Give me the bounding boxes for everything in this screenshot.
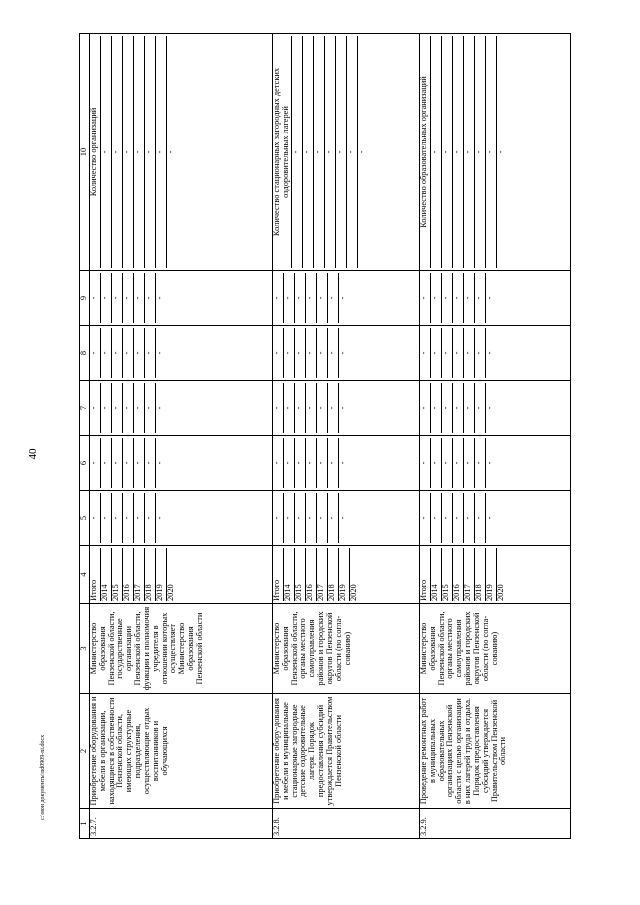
year-cell: 2015 xyxy=(294,548,305,601)
year-cell: 2018 xyxy=(327,548,338,601)
header-row xyxy=(80,34,90,839)
value-cell: - xyxy=(452,493,463,543)
value-cell: - xyxy=(474,328,485,378)
value-cell: - xyxy=(474,438,485,488)
row-number: 3.2.7. xyxy=(90,809,273,839)
value-cell: - xyxy=(474,493,485,543)
value-cell: - xyxy=(144,273,155,323)
value-cell: - xyxy=(452,36,463,268)
year-cell: Итого xyxy=(419,579,428,601)
year-cell: 2020 xyxy=(166,548,177,601)
value-cell: - xyxy=(283,273,294,323)
rotated-table-sheet xyxy=(79,34,631,839)
header-cell: 5 xyxy=(80,491,90,546)
value-cell: - xyxy=(324,36,335,268)
row-measure-name: Приобретение оборудования и мебели в организации, находящиеся в собственности Пензенской области, имеющих структурные подразделения, осуществляющие отдых воспитанников и обучающихся xyxy=(90,694,273,809)
value-cell: - xyxy=(316,438,327,488)
value-cell: - xyxy=(122,493,133,543)
value-cell: - xyxy=(485,438,496,488)
value-cell: - xyxy=(291,36,302,268)
value-cell: - xyxy=(335,36,346,268)
value-cell: - xyxy=(133,493,144,543)
value-cell: - xyxy=(122,273,133,323)
year-cell: 2016 xyxy=(122,548,133,601)
value-column-c9 xyxy=(90,271,273,326)
value-cell: - xyxy=(327,438,338,488)
value-cell: - xyxy=(327,328,338,378)
value-cell: - xyxy=(441,273,452,323)
year-cell: 2019 xyxy=(155,548,166,601)
year-cell: Итого xyxy=(89,579,98,601)
row-number: 3.2.9. xyxy=(420,809,571,839)
value-cell: - xyxy=(155,438,166,488)
value-cell: - xyxy=(144,328,155,378)
value-column-c9 xyxy=(420,271,571,326)
value-cell: - xyxy=(419,516,428,520)
row-measure-name: Приобретение обору-дования и мебели в муниципальные стационарные загородные детские оздоровительные лагеря. Порядок предоставления субсидий утверждается Правительством Пензенской области xyxy=(273,694,420,809)
value-cell: - xyxy=(305,383,316,433)
header-cell: 4 xyxy=(80,546,90,604)
page-number: 40 xyxy=(27,448,39,460)
header-cell: 3 xyxy=(80,604,90,694)
value-cell: - xyxy=(111,36,122,268)
row-years xyxy=(90,546,273,604)
value-cell: - xyxy=(338,438,349,488)
value-cell: - xyxy=(419,351,428,355)
value-cell: - xyxy=(430,383,441,433)
value-cell: - xyxy=(144,383,155,433)
value-cell: - xyxy=(294,493,305,543)
row-indicator xyxy=(420,34,571,271)
indicator-title: Количество образовательных организаций xyxy=(419,76,428,228)
value-cell: - xyxy=(133,273,144,323)
indicator-title: Количество стационарных загородных детских оздоровительных лагерей xyxy=(272,67,290,237)
value-cell: - xyxy=(155,273,166,323)
header-cell: 1 xyxy=(80,809,90,839)
value-column-c9 xyxy=(273,271,420,326)
value-cell: - xyxy=(485,328,496,378)
value-column-c6 xyxy=(273,436,420,491)
value-cell: - xyxy=(316,328,327,378)
value-cell: - xyxy=(144,438,155,488)
value-cell: - xyxy=(100,493,111,543)
value-column-c7 xyxy=(420,381,571,436)
value-cell: - xyxy=(463,273,474,323)
value-cell: - xyxy=(316,273,327,323)
program-table xyxy=(79,33,571,839)
row-executor: Министерство образования Пензенской области, государственные организации Пензенской области, функции и полномочия учредителя в отношении которых осуществляет Министерство образования Пензенской области xyxy=(90,604,273,694)
value-column-c5 xyxy=(90,491,273,546)
value-cell: - xyxy=(111,328,122,378)
value-cell: - xyxy=(155,36,166,268)
value-cell: - xyxy=(89,296,98,300)
value-cell: - xyxy=(155,383,166,433)
value-cell: - xyxy=(122,36,133,268)
value-column-c6 xyxy=(420,436,571,491)
header-cell: 9 xyxy=(80,271,90,326)
value-cell: - xyxy=(133,438,144,488)
value-column-c7 xyxy=(273,381,420,436)
value-cell: - xyxy=(338,273,349,323)
year-cell: 2020 xyxy=(349,548,360,601)
value-cell: - xyxy=(463,328,474,378)
value-cell: - xyxy=(313,36,324,268)
year-cell: Итого xyxy=(272,579,281,601)
year-cell: 2020 xyxy=(496,548,507,601)
header-cell: 7 xyxy=(80,381,90,436)
year-cell: 2014 xyxy=(100,548,111,601)
row-executor: Министерство образования Пензенской области, органы местного самоуправления районов и городских округов Пензенской области (по согла-сованию) xyxy=(420,604,571,694)
value-cell: - xyxy=(452,328,463,378)
indicator-title: Количество организаций xyxy=(89,107,98,197)
value-cell: - xyxy=(452,273,463,323)
row-measure-name: Проведение ремонтных работ в муниципальных образовательных организациях Пензенской области с целью организации в них лагерей труда и отдыха. Порядок предоставления субсидий утверждается Правительством Пензенской области xyxy=(420,694,571,809)
year-cell: 2017 xyxy=(133,548,144,601)
value-cell: - xyxy=(327,493,338,543)
year-cell: 2014 xyxy=(430,548,441,601)
value-cell: - xyxy=(294,438,305,488)
value-cell: - xyxy=(272,516,281,520)
value-cell: - xyxy=(441,438,452,488)
value-cell: - xyxy=(155,493,166,543)
value-cell: - xyxy=(144,36,155,268)
value-cell: - xyxy=(283,383,294,433)
value-cell: - xyxy=(485,273,496,323)
value-cell: - xyxy=(430,493,441,543)
value-cell: - xyxy=(100,438,111,488)
value-cell: - xyxy=(474,273,485,323)
value-cell: - xyxy=(463,383,474,433)
value-cell: - xyxy=(305,493,316,543)
year-cell: 2017 xyxy=(316,548,327,601)
value-cell: - xyxy=(452,383,463,433)
value-cell: - xyxy=(496,36,507,268)
year-cell: 2014 xyxy=(283,548,294,601)
value-cell: - xyxy=(294,383,305,433)
value-cell: - xyxy=(474,36,485,268)
value-cell: - xyxy=(89,406,98,410)
value-cell: - xyxy=(485,36,496,268)
value-cell: - xyxy=(338,383,349,433)
value-cell: - xyxy=(283,493,294,543)
value-cell: - xyxy=(89,351,98,355)
value-cell: - xyxy=(111,493,122,543)
year-cell: 2018 xyxy=(474,548,485,601)
year-cell: 2015 xyxy=(111,548,122,601)
year-cell: 2019 xyxy=(485,548,496,601)
year-cell: 2019 xyxy=(338,548,349,601)
value-cell: - xyxy=(111,273,122,323)
value-cell: - xyxy=(283,328,294,378)
value-cell: - xyxy=(316,383,327,433)
value-cell: - xyxy=(272,351,281,355)
value-column-c6 xyxy=(90,436,273,491)
table-row xyxy=(273,34,420,839)
value-cell: - xyxy=(294,328,305,378)
value-column-c5 xyxy=(273,491,420,546)
row-number: 3.2.8. xyxy=(273,809,420,839)
value-cell: - xyxy=(452,438,463,488)
header-cell: 2 xyxy=(80,694,90,809)
value-cell: - xyxy=(441,383,452,433)
year-cell: 2015 xyxy=(441,548,452,601)
value-cell: - xyxy=(419,296,428,300)
year-cell: 2018 xyxy=(144,548,155,601)
value-cell: - xyxy=(430,36,441,268)
footer-path: c:\мои документы\nd0909-ni.docx xyxy=(40,734,46,820)
value-cell: - xyxy=(272,461,281,465)
row-years xyxy=(420,546,571,604)
value-column-c7 xyxy=(90,381,273,436)
year-cell: 2016 xyxy=(305,548,316,601)
value-cell: - xyxy=(327,383,338,433)
value-cell: - xyxy=(430,273,441,323)
value-column-c5 xyxy=(420,491,571,546)
value-cell: - xyxy=(338,328,349,378)
value-cell: - xyxy=(294,273,305,323)
value-cell: - xyxy=(89,516,98,520)
value-column-c8 xyxy=(273,326,420,381)
value-cell: - xyxy=(305,273,316,323)
value-cell: - xyxy=(485,383,496,433)
year-cell: 2017 xyxy=(463,548,474,601)
value-cell: - xyxy=(100,328,111,378)
header-cell: 10 xyxy=(80,34,90,271)
value-cell: - xyxy=(357,36,368,268)
value-cell: - xyxy=(441,36,452,268)
value-cell: - xyxy=(122,328,133,378)
row-indicator xyxy=(90,34,273,271)
value-column-c8 xyxy=(420,326,571,381)
value-cell: - xyxy=(100,273,111,323)
table-row xyxy=(420,34,571,839)
value-cell: - xyxy=(283,438,294,488)
value-cell: - xyxy=(100,36,111,268)
value-cell: - xyxy=(89,461,98,465)
row-years xyxy=(273,546,420,604)
value-cell: - xyxy=(155,328,166,378)
row-indicator xyxy=(273,34,420,271)
value-cell: - xyxy=(122,383,133,433)
header-cell: 6 xyxy=(80,436,90,491)
value-cell: - xyxy=(441,493,452,543)
value-cell: - xyxy=(100,383,111,433)
value-cell: - xyxy=(327,273,338,323)
value-cell: - xyxy=(346,36,357,268)
table-row xyxy=(90,34,273,839)
value-cell: - xyxy=(419,406,428,410)
value-cell: - xyxy=(419,461,428,465)
value-cell: - xyxy=(302,36,313,268)
value-cell: - xyxy=(166,36,177,268)
value-cell: - xyxy=(111,438,122,488)
value-cell: - xyxy=(463,36,474,268)
value-cell: - xyxy=(122,438,133,488)
value-cell: - xyxy=(133,328,144,378)
value-cell: - xyxy=(441,328,452,378)
value-cell: - xyxy=(338,493,349,543)
value-cell: - xyxy=(144,493,155,543)
value-cell: - xyxy=(111,383,122,433)
value-cell: - xyxy=(305,328,316,378)
value-cell: - xyxy=(272,406,281,410)
row-executor: Министерство образования Пензенской области, органы местного самоуправления районов и городских округов Пензенской области (по согла-сованию) xyxy=(273,604,420,694)
value-cell: - xyxy=(430,328,441,378)
value-cell: - xyxy=(305,438,316,488)
value-cell: - xyxy=(133,383,144,433)
value-column-c8 xyxy=(90,326,273,381)
value-cell: - xyxy=(272,296,281,300)
value-cell: - xyxy=(463,493,474,543)
value-cell: - xyxy=(133,36,144,268)
value-cell: - xyxy=(316,493,327,543)
value-cell: - xyxy=(463,438,474,488)
value-cell: - xyxy=(430,438,441,488)
value-cell: - xyxy=(485,493,496,543)
value-cell: - xyxy=(474,383,485,433)
header-cell: 8 xyxy=(80,326,90,381)
year-cell: 2016 xyxy=(452,548,463,601)
